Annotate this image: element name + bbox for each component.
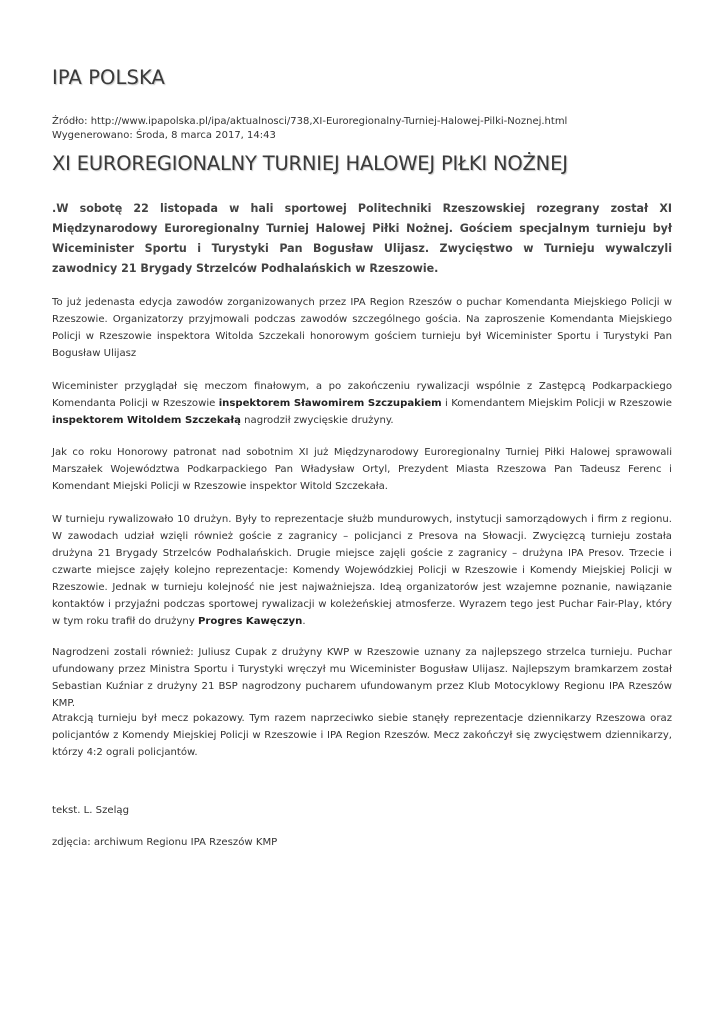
paragraph-2 xyxy=(52,378,672,429)
article-lead: .W sobotę 22 listopada w hali sportowej Politechniki Rzeszowskiej rozegrany został XI Międzynarodowy Euroregionalny Turniej Halowej Piłki Nożnej. Gościem specjalnym turnieju był Wiceminister Sportu i Turystyki Pan Bogusław Ulijasz. Zwycięstwo w Turnieju wywalczyli zawodnicy 21 Brygady Strzelców Podhalańskich w Rzeszowie. xyxy=(52,202,672,275)
paragraph-4 xyxy=(52,511,672,630)
paragraph-1-text: To już jedenasta edycja zawodów zorganizowanych przez IPA Region Rzeszów o puchar Komendanta Miejskiego Policji w Rzeszowie. Organizatorzy przyjmowali podczas zawodów szczególnego gościa. Na zaproszenie Komendanta Miejskiego Policji w Rzeszowie inspektora Witolda Szczekali honorowym gościem turnieju był Wiceminister Sportu i Turystyki Pan Bogusław Ulijasz xyxy=(52,297,672,359)
generated-date: Wygenerowano: Środa, 8 marca 2017, 14:43 xyxy=(52,130,276,141)
photo-credit: zdjęcia: archiwum Regionu IPA Rzeszów KMP xyxy=(52,837,278,848)
paragraph-6-text: Atrakcją turnieju był mecz pokazowy. Tym razem naprzeciwko siebie stanęły reprezentacje dziennikarzy Rzeszowa oraz policjantów z Komendy Miejskiej Policji w Rzeszowie i IPA Region Rzeszów. Mecz zakończył się zwycięstwem dziennikarzy, którzy 4:2 ograli policjantów. xyxy=(52,713,672,758)
paragraph-2-part-a: Wiceminister przyglądał się meczom finałowym, a po zakończeniu rywalizacji wspólnie z Zastępcą Podkarpackiego Komendanta Policji w Rzeszowie xyxy=(52,381,672,409)
paragraph-2-text xyxy=(52,378,672,429)
paragraph-5-text: Nagrodzeni zostali również: Juliusz Cupak z drużyny KWP w Rzeszowie uznany za najlepszego strzelca turnieju. Puchar ufundowany przez Ministra Sportu i Turystyki wręczył mu Wiceminister Bogusław Ulijasz. Najlepszym bramkarzem został Sebastian Kuźniar z drużyny 21 BSP nagrodzony pucharem ufundowanym przez Klub Motocyklowy Regionu IPA Rzeszów KMP. xyxy=(52,647,672,709)
paragraph-5 xyxy=(52,644,672,712)
bold-name-szczekala: inspektorem Witoldem Szczekałą xyxy=(52,415,241,426)
source-url: Źródło: http://www.ipapolska.pl/ipa/aktualnosci/738,XI-Euroregionalny-Turniej-Halowej-Pilki-Noznej.html xyxy=(52,116,568,127)
bold-team-name: Progres Kawęczyn xyxy=(198,616,303,627)
document-meta xyxy=(52,115,567,143)
paragraph-3-text: Jak co roku Honorowy patronat nad sobotnim XI już Międzynarodowy Euroregionalny Turniej Piłki Halowej sprawowali Marszałek Województwa Podkarpackiego Pan Władysław Ortyl, Prezydent Miasta Rzeszowa Pan Tadeusz Ferenc i Komendant Miejski Policji w Rzeszowie inspektor Witold Szczekała. xyxy=(52,447,672,492)
bold-name-szczupak: inspektorem Sławomirem Szczupakiem xyxy=(218,398,442,409)
article-title: XI EUROREGIONALNY TURNIEJ HALOWEJ PIŁKI NOŻNEJ xyxy=(52,152,568,175)
author-credit: tekst. L. Szeląg xyxy=(52,805,129,816)
paragraph-4-part-a: W turnieju rywalizowało 10 drużyn. Były to reprezentacje służb mundurowych, instytucji samorządowych i firm z regionu. W zawodach udział wzięli również goście z zagranicy – policjanci z Presova na Słowacji. Zwycięzcą turnieju została drużyna 21 Brygady Strzelców Podhalańskich. Drugie miejsce zajęli goście z zagranicy – drużyna IPA Presov. Trzecie i czwarte miejsce zajęły kolejno reprezentacje: Komendy Wojewódzkiej Policji w Rzeszowie i Komendy Miejskiej Policji w Rzeszowie. Jednak w turnieju kolejność nie jest najważniejsza. Ideą organizatorów jest wzajemne poznanie, nawiązanie kontaktów i przyjaźni podczas sportowej rywalizacji w koleżeńskiej atmosferze. Wyrazem tego jest Puchar Fair-Play, który w tym roku trafił do drużyny xyxy=(52,514,672,627)
paragraph-6 xyxy=(52,710,672,761)
site-title: IPA POLSKA xyxy=(52,66,165,89)
paragraph-4-part-c: . xyxy=(302,616,306,627)
paragraph-1 xyxy=(52,294,672,362)
paragraph-2-part-d: nagrodził zwycięskie drużyny. xyxy=(240,415,394,426)
paragraph-2-part-c: i Komendantem Miejskim Policji w Rzeszowie xyxy=(441,398,673,409)
paragraph-4-text xyxy=(52,511,672,630)
paragraph-3 xyxy=(52,444,672,495)
